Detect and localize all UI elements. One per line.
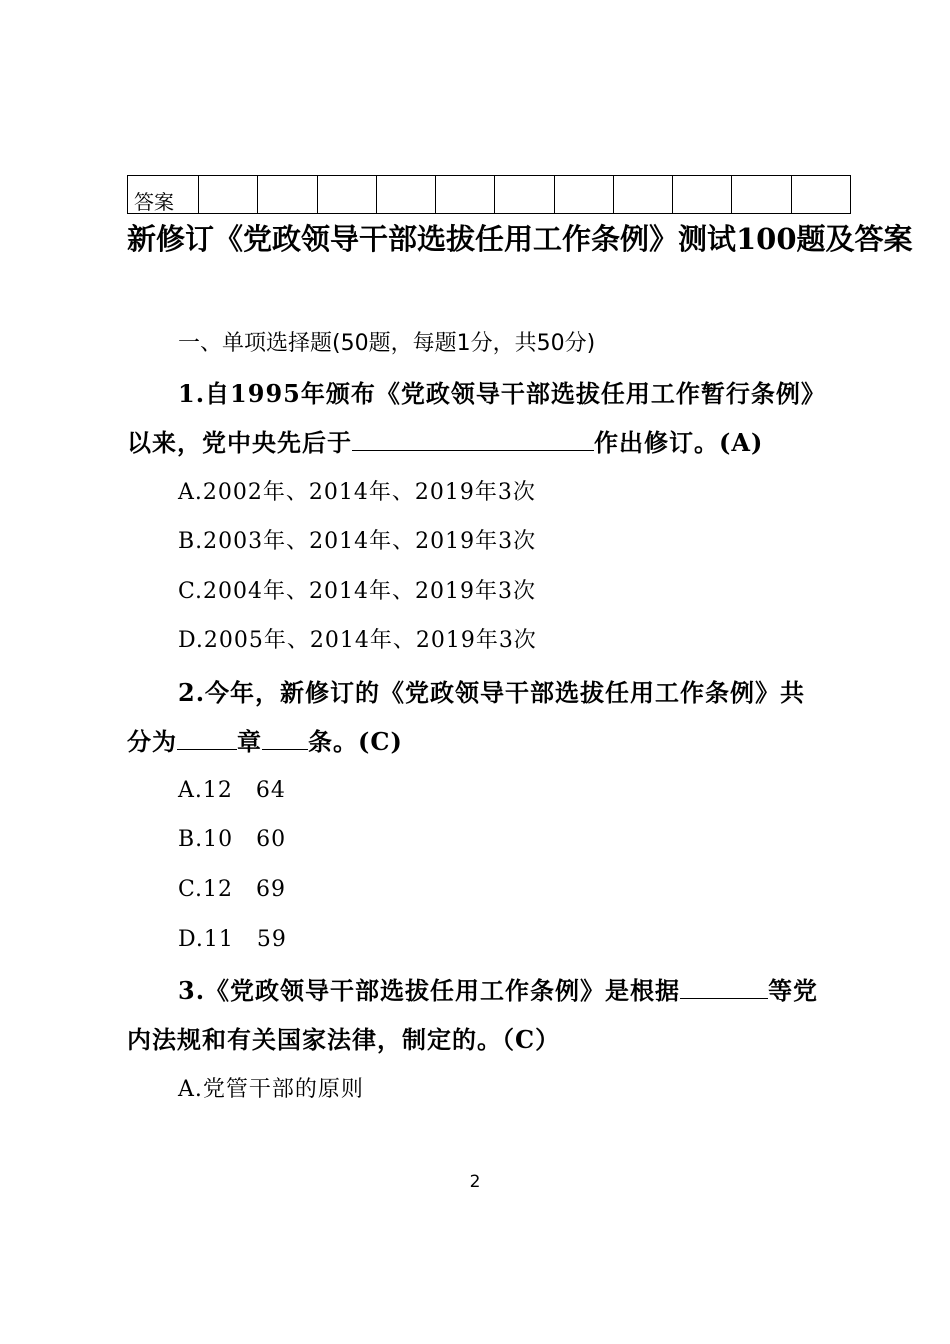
question-2-option-c: C.12 69: [178, 877, 287, 902]
question-2-blank-articles: [262, 723, 308, 750]
question-3-option-a: A.党管干部的原则: [178, 1077, 364, 1102]
question-3-text-before-blank: 3.《党政领导干部选拔任用工作条例》是根据: [178, 976, 681, 1005]
answer-cell: [199, 176, 258, 214]
answer-label: 答案: [128, 176, 199, 214]
answer-table: [127, 175, 851, 214]
answer-cell: [791, 176, 850, 214]
question-1-text-before-blank: 以来，党中央先后于: [127, 428, 352, 457]
question-2-line-1: 2.今年，新修订的《党政领导干部选拔任用工作条例》共: [178, 678, 806, 707]
answer-cell: [258, 176, 317, 214]
question-1-option-b: B.2003年、2014年、2019年3次: [178, 529, 537, 554]
question-3-line-1: [178, 971, 818, 1006]
answer-cell: [436, 176, 495, 214]
page-number: 2: [469, 1172, 481, 1192]
question-1-option-c: C.2004年、2014年、2019年3次: [178, 579, 537, 604]
question-2-option-b: B.10 60: [178, 827, 287, 852]
answer-cell: [317, 176, 376, 214]
question-1-text-after-blank: 作出修订。(A): [594, 428, 764, 457]
document-title: 新修订《党政领导干部选拔任用工作条例》测试100题及答案: [127, 222, 913, 256]
question-1-line-2: [127, 423, 763, 458]
question-1-blank: [352, 424, 594, 451]
question-2-line-2: [127, 722, 403, 757]
question-1-line-1: 1.自1995年颁布《党政领导干部选拔任用工作暂行条例》: [178, 379, 826, 408]
section-heading: 一、单项选择题(50题，每题1分，共50分): [178, 331, 596, 356]
question-2-text-a: 分为: [127, 727, 177, 756]
question-1-option-d: D.2005年、2014年、2019年3次: [178, 628, 537, 653]
answer-cell: [376, 176, 435, 214]
question-2-option-d: D.11 59: [178, 927, 287, 952]
answer-cell: [613, 176, 672, 214]
question-2-option-a: A.12 64: [178, 778, 286, 803]
answer-cell: [554, 176, 613, 214]
answer-cell: [673, 176, 732, 214]
question-2-text-b: 章: [237, 727, 262, 756]
question-2-text-c: 条。(C): [308, 727, 403, 756]
answer-cell: [732, 176, 791, 214]
answer-cell: [495, 176, 554, 214]
question-3-blank: [680, 972, 768, 999]
question-3-line-2: 内法规和有关国家法律，制定的。（C）: [127, 1025, 561, 1054]
question-1-option-a: A.2002年、2014年、2019年3次: [178, 480, 536, 505]
question-2-blank-chapters: [177, 723, 237, 750]
question-3-text-after-blank: 等党: [768, 976, 819, 1005]
